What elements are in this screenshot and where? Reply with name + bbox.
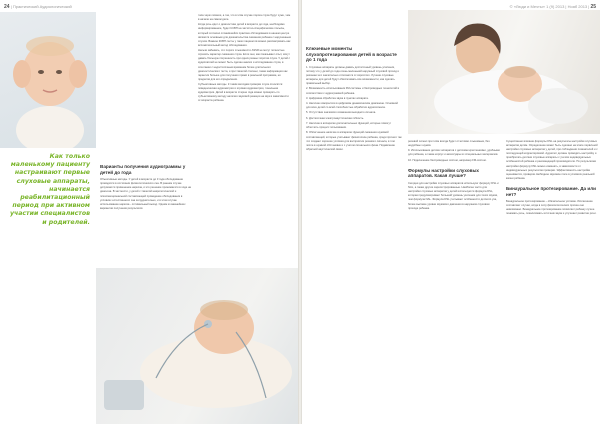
paragraph: Сегодня для настройки слуховых аппаратов используют формулу DSL и NAL, а также другие зарегистрированные. Наиболее часто для настройки слуховых аппаратов у детей используется формула DSL, которая предусматривает больший уровень усиления для тихих звуков, чем формула NAL. Формула DSL учитывает особенности детского уха, более высокие уровни звукового давления в наружном слуховом проходе ребенка. <box>408 182 499 210</box>
column-diagnostics <box>198 14 292 105</box>
paragraph: Объективные методы. У детей в возрасте до 3 года обследование проводится в состоянии физиологического сна. В раннем случае допускается применение наркоза, и это решение принимается в ходе на диагноза. В частности, у детей с тяжелой неврологической и психоэмоциональной составляющей проведение обследования в условиях естественного сна затруднительно, и в этом случае использование наркоза - оптимальный выход. Одним из важнейших вариантов получения результатов <box>100 178 191 210</box>
paragraph: 7. Наличие в аппаратах дополнительных функций, которые помогут облегчить процесс пользования. <box>306 122 392 130</box>
paragraph: Существенно влияние формулы DSL на результаты настройки слуховых аппаратов детям. Определение может быть сделано на этапе первичной настройки слуховых аппаратов у детей, при соблюдении показателей и с последующей корректировкой. Аудиолог должен проводить настройку и приобретать детские слуховые аппараты с учетом индивидуальных особенностей ребенка и рекомендаций производителя. По результатам настройки формулу DSL можно изменять, в зависимости от индивидуальных результатов проверки. Эффективность настройки оценивается, проверяя свободное звуковое поле в условиях реальной жизни ребенка. <box>506 140 598 180</box>
baby-illustration <box>0 12 96 148</box>
paragraph: 2. Возможность использования FM-системы и беспроводных технологий в соответствии с аудиограммой ребенка. <box>306 87 400 95</box>
paragraph: 1. Слуховые аппараты должны давать достаточный уровень усиления, потому что у детей до года очень маленький наружный слуховой проход и резонанс его значительно отличается от взрослого. Лучшие слуховые аппараты для детей будут обеспечивать все возможности, как сделать правильный выбор. <box>306 65 400 86</box>
right-running-title: © «Люди и Мечты» 1 (9) 2013 | Нояб 2013 | <box>509 4 590 9</box>
column-binaural <box>506 140 598 218</box>
mother-baby-illustration <box>408 10 600 134</box>
section-title-key-points: Ключевые моменты слухопротезирования детей в возрасте до 1 года <box>306 46 397 63</box>
column-fitting-formulas <box>408 140 500 212</box>
right-page-number: 25 <box>590 4 596 10</box>
paragraph: речевой сигнал при этом всегда будет отчетливо слышимым, без неудобных шумов. <box>408 140 490 148</box>
paragraph: 3. Цифровая обработка звука в пунктах аппарата. <box>306 96 369 100</box>
paragraph: 4. Наличие компрессии в цифровом динамическом диапазоне. Основной для всех детей со всей способностью обработки аудиосигнала. <box>306 102 398 110</box>
section-title-audiogram: Варианты получения аудиограммы у детей до года <box>100 164 186 175</box>
baby-covering-ears-photo <box>0 12 96 148</box>
paragraph: 6. Достаточная электроакустическая гибкость. <box>306 116 365 120</box>
paragraph: 9. Использование детских аппаратов с детскими креплениями, удобными для ребенка, а также корпус и аксессуары из специальных материалов. <box>408 149 500 157</box>
paragraph: 8. Облегченное наличие в аппаратах функций снижения шумовой составляющей, которые учитывают физиологию ребенка, среди прочего так что создают хорошие условия для восприятия речевого сигнала, в том числе в шумной обстановке и с учетом сигнального фона. Подавление обратной акустической связи. <box>306 131 402 151</box>
right-page <box>302 0 600 424</box>
paragraph: Нельзя забывать, что пороги слышимости ASSR не могут полностью отразить характер снижения слуха. Если они, как показывает опыт, могут давать большую погрешность при одних разных порогов слуха. У детей с аудиопатией не может быть сделан анализ и исследование слуха, в сочетании с недостаточным временем более длительного диагностического теста, и при тяжелой степени, такая информация как гарантия больше для получения прямо в реальной программе, но пределов для его определения. <box>198 49 291 81</box>
left-page-number: 24 <box>4 4 10 10</box>
paragraph: Когда речь идет о диагностике детей в возрасте до года, необходимо информированное, будет КСВП на частотно-специфические посылы, который согласно сложившейся практике обследования в нашем центре является основным для доказательства снижения ребенка с нарушенным слухом. Важное КСВП-тесты у таких пациентов можно рассматривать как вспомогательный метод обследования. <box>198 23 291 47</box>
left-running-title: | Практический Аудиологический <box>10 4 72 9</box>
paragraph: 5. Отсутствие значимого искажения выходного сигнала. <box>306 111 376 115</box>
paragraph: Бинауральное протезирование – обязательное условие. Исключение составляют случаи, когда в силу физиологических причин оно невозможно. Бинауральное протезирование позволяет ребенку лучше понимать речь, локализовать источник звука и улучшает развитие речи. <box>506 200 597 216</box>
left-page <box>0 0 298 424</box>
paragraph: Субъективные методы. К таким методам проверки слуха относятся: поведенческая аудиометрия и игровая аудиометрия, тональная аудиометрия. Детей в возрасте старше года можно проверять по субъективному методу наличия звуковой реакции на звук в зависимости от возраста ребенка. <box>198 83 289 103</box>
section-title-formulas: Формулы настройки слуховых аппаратов. Какая лучше? <box>408 167 479 179</box>
infant-hearing-test-photo <box>96 268 298 424</box>
column-audiogram-methods <box>100 164 192 212</box>
section-title-binaural: Бинауральное протезирование. Да или нет? <box>506 185 596 197</box>
column-key-points <box>306 46 402 153</box>
left-page-header <box>4 4 72 10</box>
mother-with-baby-photo <box>408 10 600 134</box>
paragraph: тапа через помехи, а так, что в этом случае порога слуха будут хуже, чем в начале на самом деле. <box>198 14 291 22</box>
infant-test-illustration <box>96 268 298 424</box>
paragraph: 10. Подключение беспроводных систем, например FM-систем. <box>408 158 487 162</box>
pull-quote: Как только маленькому пациенту настраивают первые слуховые аппараты, начинается реабилитационный период при активном участии специалистов и родителей. <box>9 153 90 226</box>
